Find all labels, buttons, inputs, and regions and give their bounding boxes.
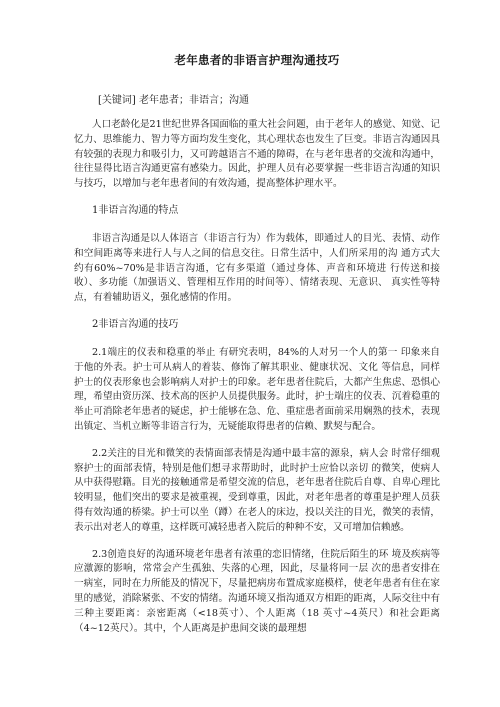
intro-paragraph: 人口老龄化是21世纪世界各国面临的重大社会问题，由于老年人的感觉、知觉、记忆力、思维能力、智力等方面均发生变化，其心理状态也发生了巨变。非语言沟通因具有较强的表现力和吸引力，又可跨越语言不通的障碍，在与老年患者的交流和沟通中，往往显得比语言沟通更富有感染力。因此，护理人员有必要掌握一些非语言沟通的知识与技巧，以增加与老年患者间的有效沟通，提高整体护理水平。 <box>74 119 440 190</box>
section-1-paragraph: 非语言沟通是以人体语言（非语言行为）作为载体，即通过人的目光、表情、动作和空间距离等来进行人与人之间的信息交往。日常生活中，人们所采用的沟 通方式大约有60%~70%是非语言沟通，它有多渠道（通过身体、声音和环境进 行传送和接收）、多功能（加强语义、管理相互作用的时间等）、情绪表现、无意识、 真实性等特点，有着辅助语义，强化感情的作用。 <box>74 232 440 304</box>
section-2-1-paragraph: 2.1端庄的仪表和稳重的举止 有研究表明，84%的人对另一个人的第一 印象来自于他的外表。护士可从病人的着装、修饰了解其职业、健康状况、文化 等信息，同样护士的仪表形象也会影响病人对护士的印象。老年患者住院后，大都产生焦虑、恐惧心理，希望由资历深、技术高的医护人员提供服务。此时，护士端庄的仪表、沉着稳重的举止可消除老年患者的疑虑，护士能够在急、危、重症患者面前采用娴熟的技术，表现出镇定、当机立断等非语言行为，无疑能取得患者的信赖、默契与配合。 <box>74 346 440 432</box>
section-2-3-paragraph: 2.3创造良好的沟通环境老年患者有浓重的恋旧情绪，住院后陌生的环 境及疾病等应激源的影响，常常会产生孤独、失落的心理，因此，尽量将同一层 次的患者安排在一病室，同时在力所能及的情况下，尽量把病房布置成家庭模样，使老年患者有住在家里的感觉，消除紧张、不安的情绪。沟通环境又指沟通双方相距的距离，人际交往中有三种主要距离：亲密距离（<18英寸）、个人距离（18 英寸~4英尺）和社会距离（4~12英尺）。其中，个人距离是护患间交谈的最理想 <box>74 548 440 634</box>
section-heading-1: 1非语言沟通的特点 <box>92 204 179 216</box>
keywords-line: [关键词] 老年患者；非语言；沟通 <box>98 95 249 106</box>
section-2-2-paragraph: 2.2关注的目光和微笑的表情面部表情是沟通中最丰富的源泉，病人会 时常仔细观察护士的面部表情，特别是他们想寻求帮助时，此时护士应恰以亲切 的微笑，使病人从中获得慰籍。目光的接触通常是希望交流的信息，老年患者住院后自尊、自卑心理比较明显，他们突出的要求是被重视，受到尊重，因此，对老年患者的尊重是护理人员获得有效沟通的桥梁。护士可以坐（蹲）在老人的床边，投以关注的目光，微笑的表情，表示出对老人的尊重，这样既可减轻患者入院后的种种不安，又可增加信赖感。 <box>74 447 440 533</box>
section-heading-2: 2非语言沟通的技巧 <box>92 318 179 330</box>
document-title: 老年患者的非语言护理沟通技巧 <box>174 53 340 67</box>
